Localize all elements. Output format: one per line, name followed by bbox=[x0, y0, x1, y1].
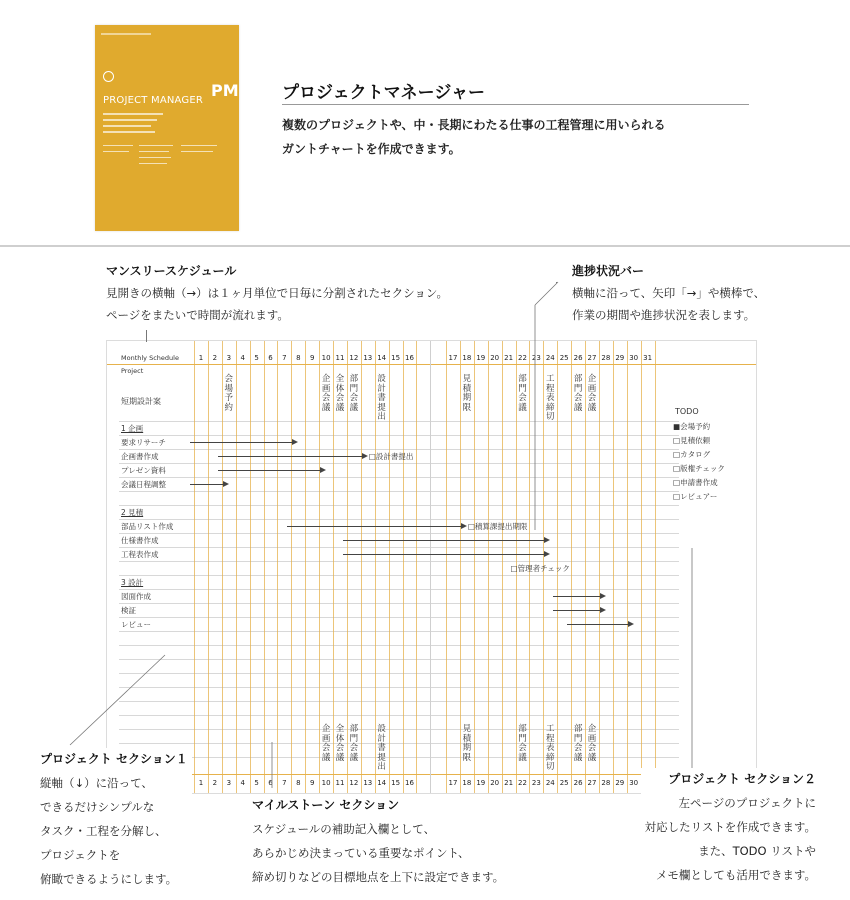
milestone-bottom: 部門会議 bbox=[573, 724, 583, 763]
milestone-top: 企画会議 bbox=[587, 374, 597, 413]
milestone-bottom: 企画会議 bbox=[587, 724, 597, 763]
milestone-bottom: 工程表締切 bbox=[546, 724, 555, 772]
day-number-bottom: 5 bbox=[254, 779, 259, 787]
day-number-bottom: 24 bbox=[545, 779, 555, 787]
day-number-bottom: 21 bbox=[504, 779, 514, 787]
day-number-bottom: 1 bbox=[198, 779, 204, 787]
day-number-top: 24 bbox=[545, 354, 555, 362]
milestone-top: 部門会議 bbox=[349, 374, 359, 413]
todo-item: ■会場予約 bbox=[673, 422, 711, 431]
day-number-bottom: 30 bbox=[629, 779, 639, 787]
day-number-top: 11 bbox=[335, 354, 345, 362]
description-line: ガントチャートを作成できます。 bbox=[282, 142, 461, 156]
day-number-top: 21 bbox=[504, 354, 514, 362]
annotation-title: マンスリースケジュール bbox=[106, 264, 237, 278]
milestone-top: 会場予約 bbox=[224, 374, 234, 413]
todo-item: □申請書作成 bbox=[673, 478, 718, 487]
task-label: 仕様書作成 bbox=[121, 536, 159, 545]
day-number-bottom: 12 bbox=[349, 779, 359, 787]
todo-item: □カタログ bbox=[673, 450, 711, 459]
milestone-top: 企画会議 bbox=[321, 374, 331, 413]
day-number-bottom: 19 bbox=[476, 779, 486, 787]
day-number-bottom: 11 bbox=[335, 779, 345, 787]
annotation-line: 俯瞰できるようにします。 bbox=[40, 872, 178, 886]
day-number-top: 2 bbox=[212, 354, 218, 362]
day-number-bottom: 18 bbox=[462, 779, 472, 787]
milestone-bottom: 部門会議 bbox=[349, 724, 359, 763]
milestone-top: 工程表締切 bbox=[546, 374, 555, 422]
day-number-bottom: 4 bbox=[240, 779, 245, 787]
day-number-top: 12 bbox=[349, 354, 359, 362]
task-label: 要求リサーチ bbox=[121, 438, 166, 447]
cover-mark: PM bbox=[211, 81, 239, 100]
day-number-top: 30 bbox=[629, 354, 639, 362]
day-number-bottom: 25 bbox=[559, 779, 569, 787]
milestone-top: 見積期限 bbox=[462, 374, 472, 413]
day-number-bottom: 3 bbox=[226, 779, 232, 787]
day-number-bottom: 27 bbox=[587, 779, 597, 787]
task-group-heading: 1 企画 bbox=[121, 424, 144, 433]
day-number-top: 3 bbox=[226, 354, 232, 362]
milestone-top: 設計書提出 bbox=[377, 374, 386, 422]
todo-item: □レビュアー bbox=[673, 492, 718, 501]
task-label: 企画書作成 bbox=[121, 452, 159, 461]
day-number-bottom: 17 bbox=[448, 779, 458, 787]
day-number-top: 28 bbox=[601, 354, 611, 362]
day-number-top: 29 bbox=[615, 354, 625, 362]
annotation-line: 横軸に沿って、矢印「→」や横棒で、 bbox=[572, 286, 766, 300]
day-number-top: 14 bbox=[377, 354, 387, 362]
day-number-bottom: 6 bbox=[268, 779, 273, 787]
annotation-line: あらかじめ決まっている重要なポイント、 bbox=[252, 846, 470, 860]
day-number-top: 18 bbox=[462, 354, 472, 362]
day-number-top: 9 bbox=[309, 354, 315, 362]
day-number-top: 15 bbox=[391, 354, 401, 362]
todo-title: TODO bbox=[675, 407, 699, 416]
description-line: 複数のプロジェクトや、中・長期にわたる仕事の工程管理に用いられる bbox=[282, 118, 666, 132]
milestone-bottom: 見積期限 bbox=[462, 724, 472, 763]
annotation-line: 対応したリストを作成できます。 bbox=[644, 820, 816, 834]
task-label: 図面作成 bbox=[121, 592, 151, 601]
day-number-top: 6 bbox=[268, 354, 273, 362]
annotation-line: タスク・工程を分解し、 bbox=[40, 824, 167, 838]
leader-line-section1 bbox=[70, 655, 165, 745]
milestone-top: 部門会議 bbox=[518, 374, 527, 413]
day-number-top: 19 bbox=[476, 354, 486, 362]
day-number-top: 17 bbox=[448, 354, 458, 362]
day-number-top: 5 bbox=[254, 354, 259, 362]
annotation-line: 見開きの横軸（→）は１ヶ月単位で日毎に分割されたセクション。 bbox=[106, 286, 448, 300]
task-label: プレゼン資料 bbox=[121, 466, 166, 475]
day-number-bottom: 8 bbox=[296, 779, 301, 787]
task-group-heading: 3 設計 bbox=[121, 578, 144, 587]
task-label: 検証 bbox=[121, 606, 136, 615]
annotation-title: 進捗状況バー bbox=[572, 264, 645, 278]
day-number-bottom: 20 bbox=[490, 779, 500, 787]
annotation-line: 作業の期間や進捗状況を表します。 bbox=[572, 308, 756, 322]
day-number-bottom: 22 bbox=[518, 779, 527, 787]
milestone-top: 全体会議 bbox=[335, 374, 345, 413]
day-number-top: 1 bbox=[198, 354, 204, 362]
todo-item: □見積依頼 bbox=[673, 436, 711, 445]
todo-item: □版権チェック bbox=[673, 464, 725, 473]
annotation-title: プロジェクト セクション１ bbox=[40, 752, 188, 766]
day-number-bottom: 2 bbox=[212, 779, 218, 787]
day-number-top: 8 bbox=[296, 354, 301, 362]
leader-line-progress bbox=[535, 282, 558, 305]
day-number-bottom: 29 bbox=[615, 779, 625, 787]
day-number-bottom: 26 bbox=[573, 779, 583, 787]
page-title: プロジェクトマネージャー bbox=[282, 83, 485, 103]
day-number-bottom: 7 bbox=[282, 779, 287, 787]
annotation-line: メモ欄としても活用できます。 bbox=[655, 868, 816, 882]
milestone-bottom: 企画会議 bbox=[321, 724, 331, 763]
day-number-top: 7 bbox=[282, 354, 287, 362]
annotation-line: 左ページのプロジェクトに bbox=[678, 796, 816, 810]
project-label: Project bbox=[121, 367, 144, 375]
annotation-line: スケジュールの補助記入欄として、 bbox=[252, 822, 436, 836]
task-note: □管理者チェック bbox=[510, 564, 570, 573]
day-number-top: 23 bbox=[531, 354, 541, 362]
task-label: 部品リスト作成 bbox=[121, 522, 174, 531]
day-number-top: 26 bbox=[573, 354, 583, 362]
annotation-line: 縦軸（↓）に沿って、 bbox=[40, 776, 153, 790]
day-number-top: 27 bbox=[587, 354, 597, 362]
day-number-bottom: 13 bbox=[363, 779, 373, 787]
day-number-top: 25 bbox=[559, 354, 569, 362]
day-number-top: 4 bbox=[240, 354, 245, 362]
day-number-bottom: 14 bbox=[377, 779, 387, 787]
annotation-title: マイルストーン セクション bbox=[252, 798, 400, 812]
milestone-bottom: 全体会議 bbox=[335, 724, 345, 763]
day-number-top: 20 bbox=[490, 354, 500, 362]
day-number-bottom: 16 bbox=[405, 779, 414, 787]
day-number-bottom: 10 bbox=[321, 779, 331, 787]
day-number-bottom: 15 bbox=[391, 779, 401, 787]
project-name: 短期設計案 bbox=[121, 397, 161, 406]
monthly-schedule-label: Monthly Schedule bbox=[121, 354, 179, 362]
annotation-line: できるだけシンプルな bbox=[40, 800, 155, 814]
milestone-bottom: 設計書提出 bbox=[377, 724, 386, 772]
annotation-line: ページをまたいで時間が流れます。 bbox=[106, 308, 289, 322]
annotation-line: プロジェクトを bbox=[40, 848, 121, 862]
day-number-top: 31 bbox=[643, 354, 653, 362]
day-number-bottom: 23 bbox=[531, 779, 541, 787]
day-number-bottom: 28 bbox=[601, 779, 611, 787]
task-note: □設計書提出 bbox=[368, 452, 414, 461]
day-number-top: 16 bbox=[405, 354, 414, 362]
task-note: □積算課提出期限 bbox=[467, 522, 528, 531]
day-number-top: 13 bbox=[363, 354, 373, 362]
day-number-top: 22 bbox=[518, 354, 527, 362]
task-group-heading: 2 見積 bbox=[121, 508, 144, 517]
milestone-bottom: 部門会議 bbox=[518, 724, 527, 763]
cover-title: PROJECT MANAGER bbox=[103, 95, 204, 106]
annotation-title: プロジェクト セクション２ bbox=[668, 772, 816, 786]
task-label: 工程表作成 bbox=[121, 550, 159, 559]
annotation-line: 締め切りなどの目標地点を上下に設定できます。 bbox=[252, 870, 505, 884]
milestone-top: 部門会議 bbox=[573, 374, 583, 413]
task-label: 会議日程調整 bbox=[121, 480, 166, 489]
task-label: レビュー bbox=[121, 620, 151, 629]
annotation-line: また、TODO リストや bbox=[698, 844, 816, 858]
day-number-bottom: 9 bbox=[309, 779, 315, 787]
day-number-top: 10 bbox=[321, 354, 331, 362]
